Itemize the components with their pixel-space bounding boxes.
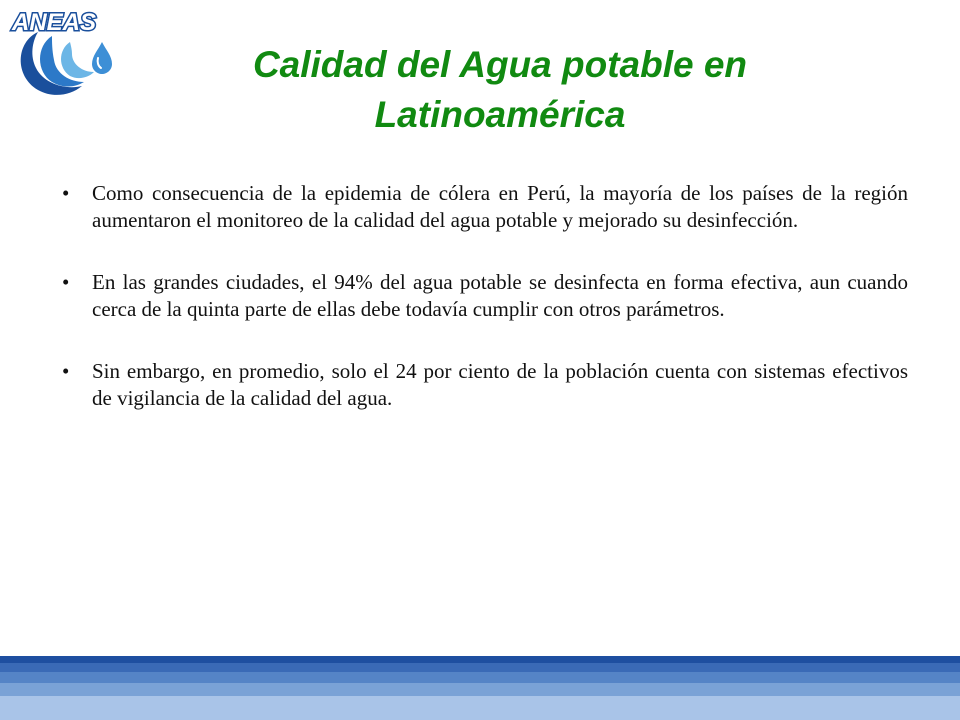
slide-title [130,40,870,140]
bullet-item [62,180,908,234]
footer-band [0,683,960,696]
footer-band [0,656,960,663]
footer-band [0,663,960,672]
bullet-marker: • [62,181,70,205]
footer-band [0,696,960,720]
slide-title-line-2: Latinoamérica [374,94,626,135]
bullet-item [62,358,908,412]
bullet-text: En las grandes ciudades, el 94% del agua potable se desinfecta en forma efectiva, aun cuando cerca de la quinta parte de ellas debe todavía cumplir con otros parámetros. [92,270,908,321]
slide-title-line-1: Calidad del Agua potable en [252,44,748,85]
bullet-marker: • [62,359,70,383]
bullet-list [62,180,908,447]
bullet-marker: • [62,270,70,294]
aneas-logo [8,6,128,98]
aneas-logo-mark [8,6,128,98]
footer-band [0,672,960,683]
bullet-item [62,269,908,323]
bullet-text: Como consecuencia de la epidemia de cólera en Perú, la mayoría de los países de la región aumentaron el monitoreo de la calidad del agua potable y mejorado su desinfección. [92,181,908,232]
bullet-text: Sin embargo, en promedio, solo el 24 por ciento de la población cuenta con sistemas efectivos de vigilancia de la calidad del agua. [92,359,908,410]
footer-bands [0,656,960,720]
aneas-logo-text: ANEAS [12,9,97,36]
